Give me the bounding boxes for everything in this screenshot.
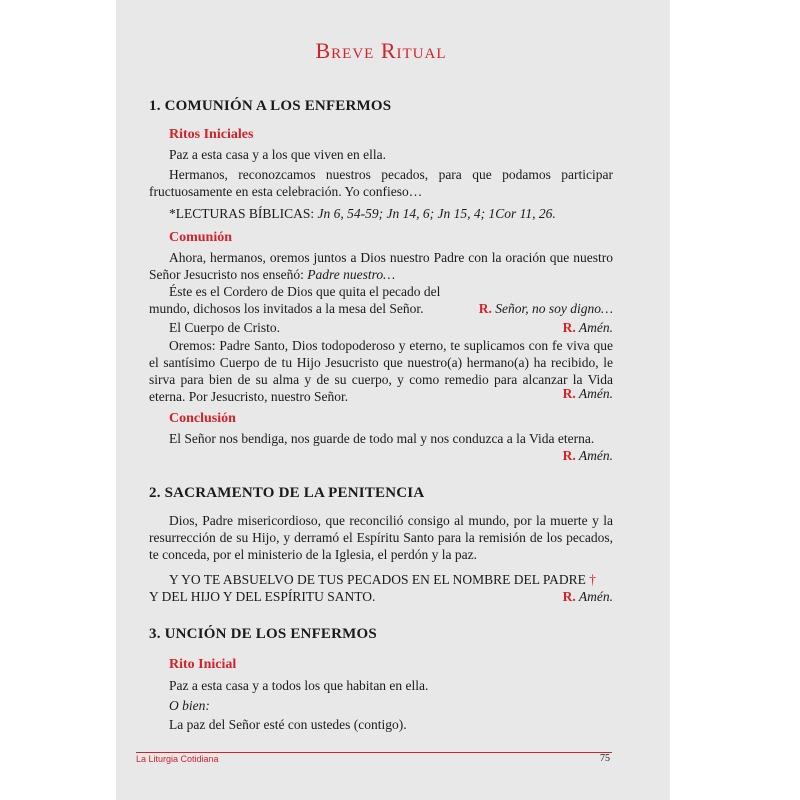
response-amen-2: [563, 385, 613, 402]
subheading-rito-inicial: Rito Inicial: [169, 657, 237, 672]
text-hermanos: Hermanos, reconozcamos nuestros pecados, para que podamos participar fructuosamente en esta celebración. Yo confieso…: [149, 167, 613, 199]
response-text: Amén.: [575, 589, 613, 604]
response-text: Amén.: [575, 386, 613, 401]
response-marker: R.: [562, 448, 576, 463]
response-text: Señor, no soy digno…: [491, 301, 613, 316]
text-cuerpo-cristo: El Cuerpo de Cristo.: [169, 320, 280, 335]
lecturas-refs: Jn 6, 54-59; Jn 14, 6; Jn 15, 4; 1Cor 11, 26.: [317, 206, 556, 221]
text-absolucion-1: [169, 571, 633, 588]
text-cordero: [149, 283, 449, 317]
subheading-conclusion: Conclusión: [169, 411, 236, 426]
response-marker: R.: [562, 320, 576, 335]
response-text: Amén.: [575, 320, 613, 335]
text-paz-casa: Paz a esta casa y a los que viven en ella.: [169, 147, 387, 162]
text-oremos-padre-santo: Oremos: Padre Santo, Dios todopoderoso y eterno, te suplicamos con fe viva que el santísimo Cuerpo de tu Hijo Jesucristo que nuestro(a) hermano(a) ha recibido, le sirva para bien de su alma y de su cuerpo, y como remedio para alcanzar la Vida eterna. Por Jesucristo, nuestro Señor.: [149, 338, 613, 404]
padre-nuestro-text: Padre nuestro…: [307, 267, 396, 282]
text-absolucion-2: Y DEL HIJO Y DEL ESPÍRITU SANTO.: [149, 589, 376, 604]
page: [116, 0, 670, 800]
footer-book-title: La Liturgia Cotidiana: [136, 754, 219, 764]
page-number: 75: [600, 753, 610, 764]
response-marker: R.: [562, 589, 576, 604]
section-heading-penitencia: 2. SACRAMENTO DE LA PENITENCIA: [149, 485, 425, 501]
page-title: Breve Ritual: [315, 38, 447, 63]
response-amen-3: [563, 447, 613, 464]
footer-divider: [136, 752, 612, 753]
subheading-ritos-iniciales: Ritos Iniciales: [169, 127, 254, 142]
response-amen-1: [563, 319, 613, 336]
cross-icon: †: [589, 572, 597, 587]
response-marker: R.: [562, 386, 576, 401]
lecturas-label: *LECTURAS BÍBLICAS:: [169, 206, 318, 221]
text-o-bien: O bien:: [169, 698, 210, 713]
text-dios-padre-misericordioso: Dios, Padre misericordioso, que reconcilió consigo al mundo, por la muerte y la resurrección de su Hijo, y derramó el Espíritu Santo para la remisión de los pecados, te conceda, por el ministerio de la Iglesia, el perdón y la paz.: [149, 513, 613, 562]
response-marker: R.: [478, 301, 492, 316]
cordero-text: Éste es el Cordero de Dios que quita el pecado del mundo, dichosos los invitados a la mesa del Señor.: [149, 284, 441, 316]
text-paz-senor: La paz del Señor esté con ustedes (contigo).: [169, 717, 407, 732]
text-oremos-padre: [149, 249, 613, 283]
oremos-text: Ahora, hermanos, oremos juntos a Dios nuestro Padre con la oración que nuestro Señor Jesucristo nos enseñó:: [149, 250, 613, 282]
absolucion-text: Y YO TE ABSUELVO DE TUS PECADOS EN EL NOMBRE DEL PADRE: [169, 572, 586, 587]
text-lecturas: [169, 205, 633, 222]
subheading-comunion: Comunión: [169, 230, 233, 245]
text-paz-todos: Paz a esta casa y a todos los que habitan en ella.: [169, 678, 429, 693]
text-conclusion: El Señor nos bendiga, nos guarde de todo mal y nos conduzca a la Vida eterna.: [169, 431, 595, 446]
section-heading-uncion: 3. UNCIÓN DE LOS ENFERMOS: [149, 626, 377, 642]
response-senor-no-soy-digno: [479, 300, 613, 317]
section-heading-comunion: 1. COMUNIÓN A LOS ENFERMOS: [149, 98, 392, 114]
response-text: Amén.: [575, 448, 613, 463]
response-amen-4: [563, 588, 613, 605]
